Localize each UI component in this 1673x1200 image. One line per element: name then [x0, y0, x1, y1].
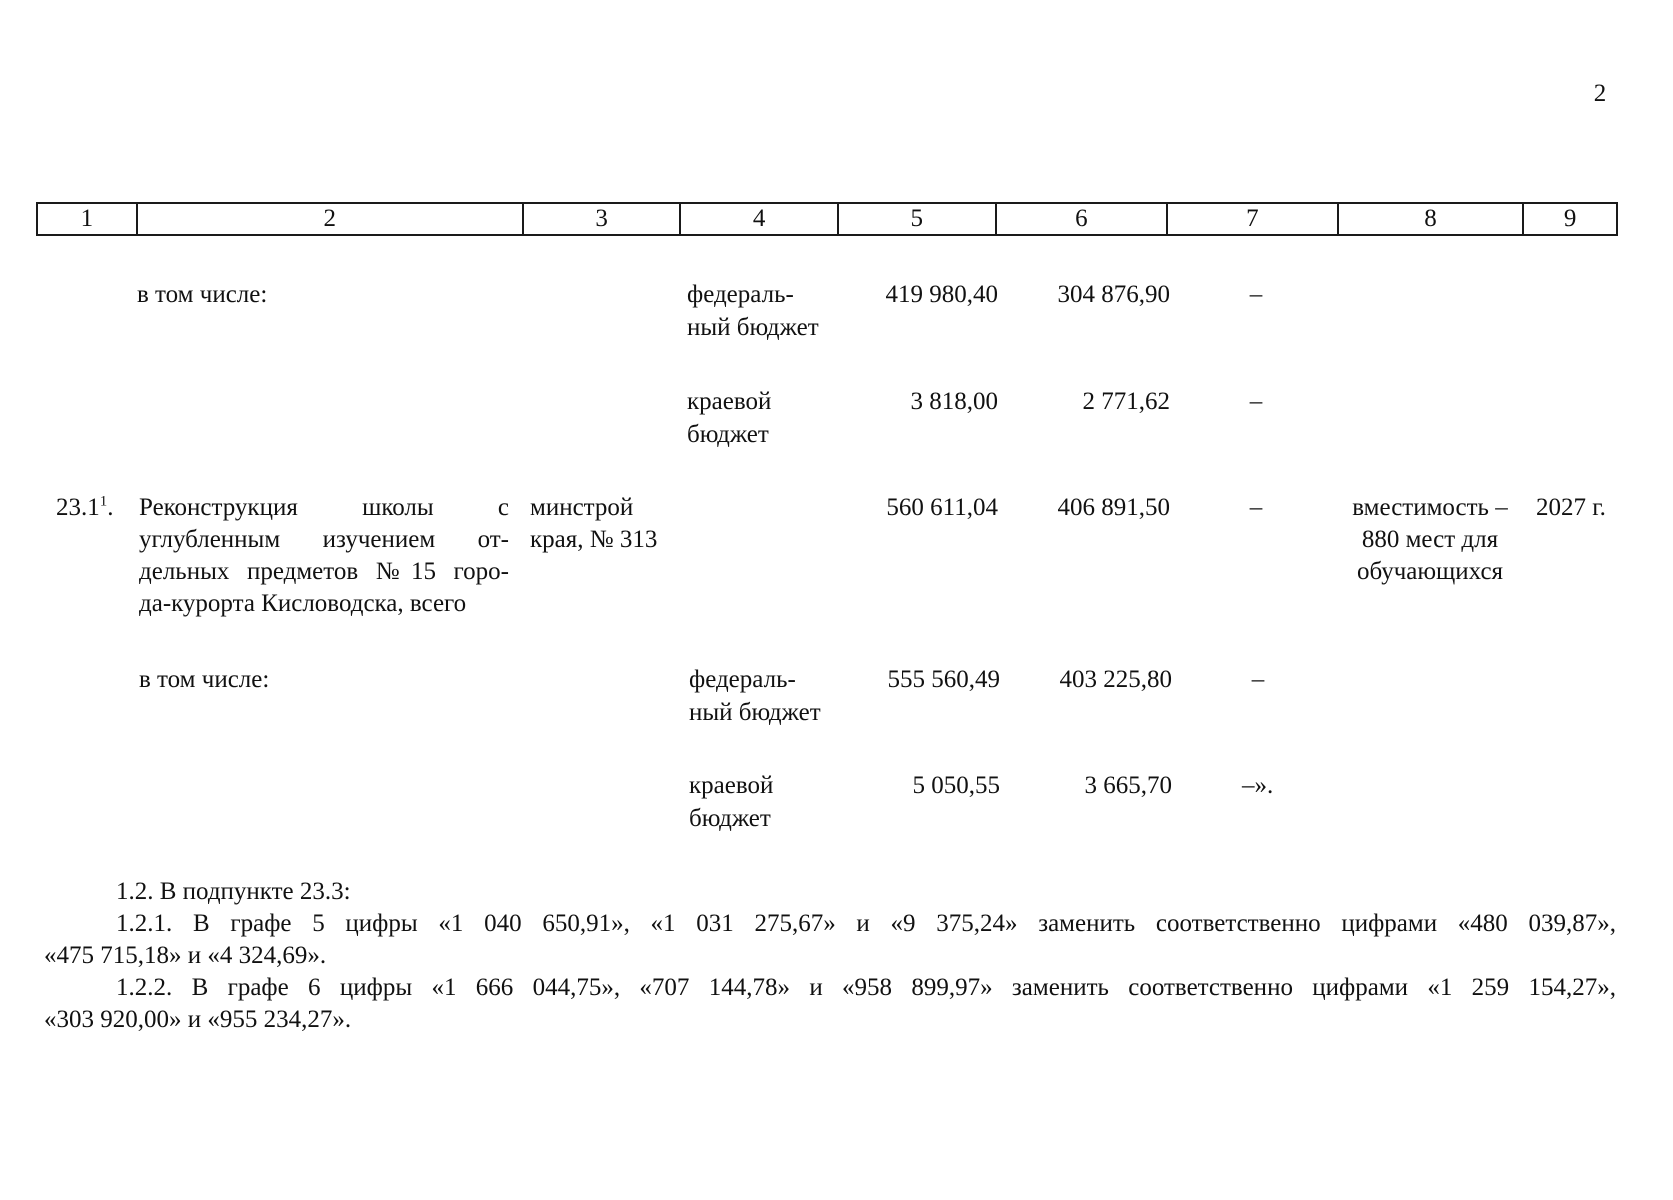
paragraph: «303 920,00» и «955 234,27». — [44, 1006, 352, 1033]
budget-source: бюджет — [687, 421, 769, 448]
value-col-7: – — [1249, 281, 1263, 308]
item-name: углубленным изучением от- — [139, 526, 509, 553]
value-col-7: – — [1249, 494, 1263, 521]
column-header-3: 3 — [524, 204, 682, 234]
item-name: дельных предметов №15 горо- — [139, 558, 509, 585]
item-number: 23.1$^1$. — [56, 493, 114, 521]
paragraph: 1.2.1. В графе 5 цифры «1 040 650,91», «1 031 275,67» и «9 375,24» заменить соответственно цифрами «480 039,87», — [116, 910, 1616, 937]
value-col-5: 3 818,00 — [910, 388, 998, 415]
column-header-6: 6 — [997, 204, 1169, 234]
value-col-7: – — [1251, 666, 1265, 693]
result-indicator: обучающихся — [1356, 558, 1504, 585]
result-indicator: вместимость – — [1352, 494, 1508, 521]
value-col-6: 3 665,70 — [1084, 772, 1172, 799]
paragraph: «475 715,18» и «4 324,69». — [44, 942, 327, 969]
row-label: в том числе: — [139, 666, 270, 693]
value-col-5: 560 611,04 — [886, 494, 998, 521]
value-col-6: 403 225,80 — [1059, 666, 1172, 693]
value-col-6: 406 891,50 — [1057, 494, 1170, 521]
value-col-5: 419 980,40 — [885, 281, 998, 308]
column-header-8: 8 — [1339, 204, 1525, 234]
item-name: Реконструкция школы с — [139, 494, 509, 521]
budget-source: краевой — [689, 772, 774, 799]
completion-year: 2027 г. — [1536, 494, 1606, 521]
value-col-5: 5 050,55 — [912, 772, 1000, 799]
column-header-7: 7 — [1168, 204, 1339, 234]
result-indicator: 880 мест для — [1361, 526, 1499, 553]
value-col-7: –». — [1242, 772, 1274, 799]
budget-source: бюджет — [689, 805, 771, 832]
amendment-text — [44, 876, 1616, 1036]
budget-source: краевой — [687, 388, 772, 415]
value-col-5: 555 560,49 — [887, 666, 1000, 693]
value-col-6: 2 771,62 — [1082, 388, 1170, 415]
budget-source: федераль- — [687, 281, 794, 308]
column-header-2: 2 — [138, 204, 524, 234]
budget-source: ный бюджет — [687, 314, 819, 341]
executor: края, № 313 — [530, 526, 658, 553]
item-name: да-курорта Кисловодска, всего — [139, 590, 467, 617]
column-header-9: 9 — [1563, 205, 1577, 232]
paragraph: 1.2. В подпункте 23.3: — [116, 878, 351, 905]
paragraph: 1.2.2. В графе 6 цифры «1 666 044,75», «707 144,78» и «958 899,97» заменить соответственно цифрами «1 259 154,27», — [116, 974, 1616, 1001]
column-header-4: 4 — [681, 204, 839, 234]
value-col-6: 304 876,90 — [1057, 281, 1170, 308]
column-number-header — [36, 202, 1618, 236]
page-number: 2 — [1593, 80, 1607, 107]
budget-source: федераль- — [689, 666, 796, 693]
executor: минстрой — [530, 494, 634, 521]
value-col-7: – — [1249, 388, 1263, 415]
row-label: в том числе: — [137, 281, 268, 308]
column-header-1: 1 — [38, 204, 138, 234]
budget-source: ный бюджет — [689, 699, 821, 726]
column-header-5: 5 — [839, 204, 997, 234]
